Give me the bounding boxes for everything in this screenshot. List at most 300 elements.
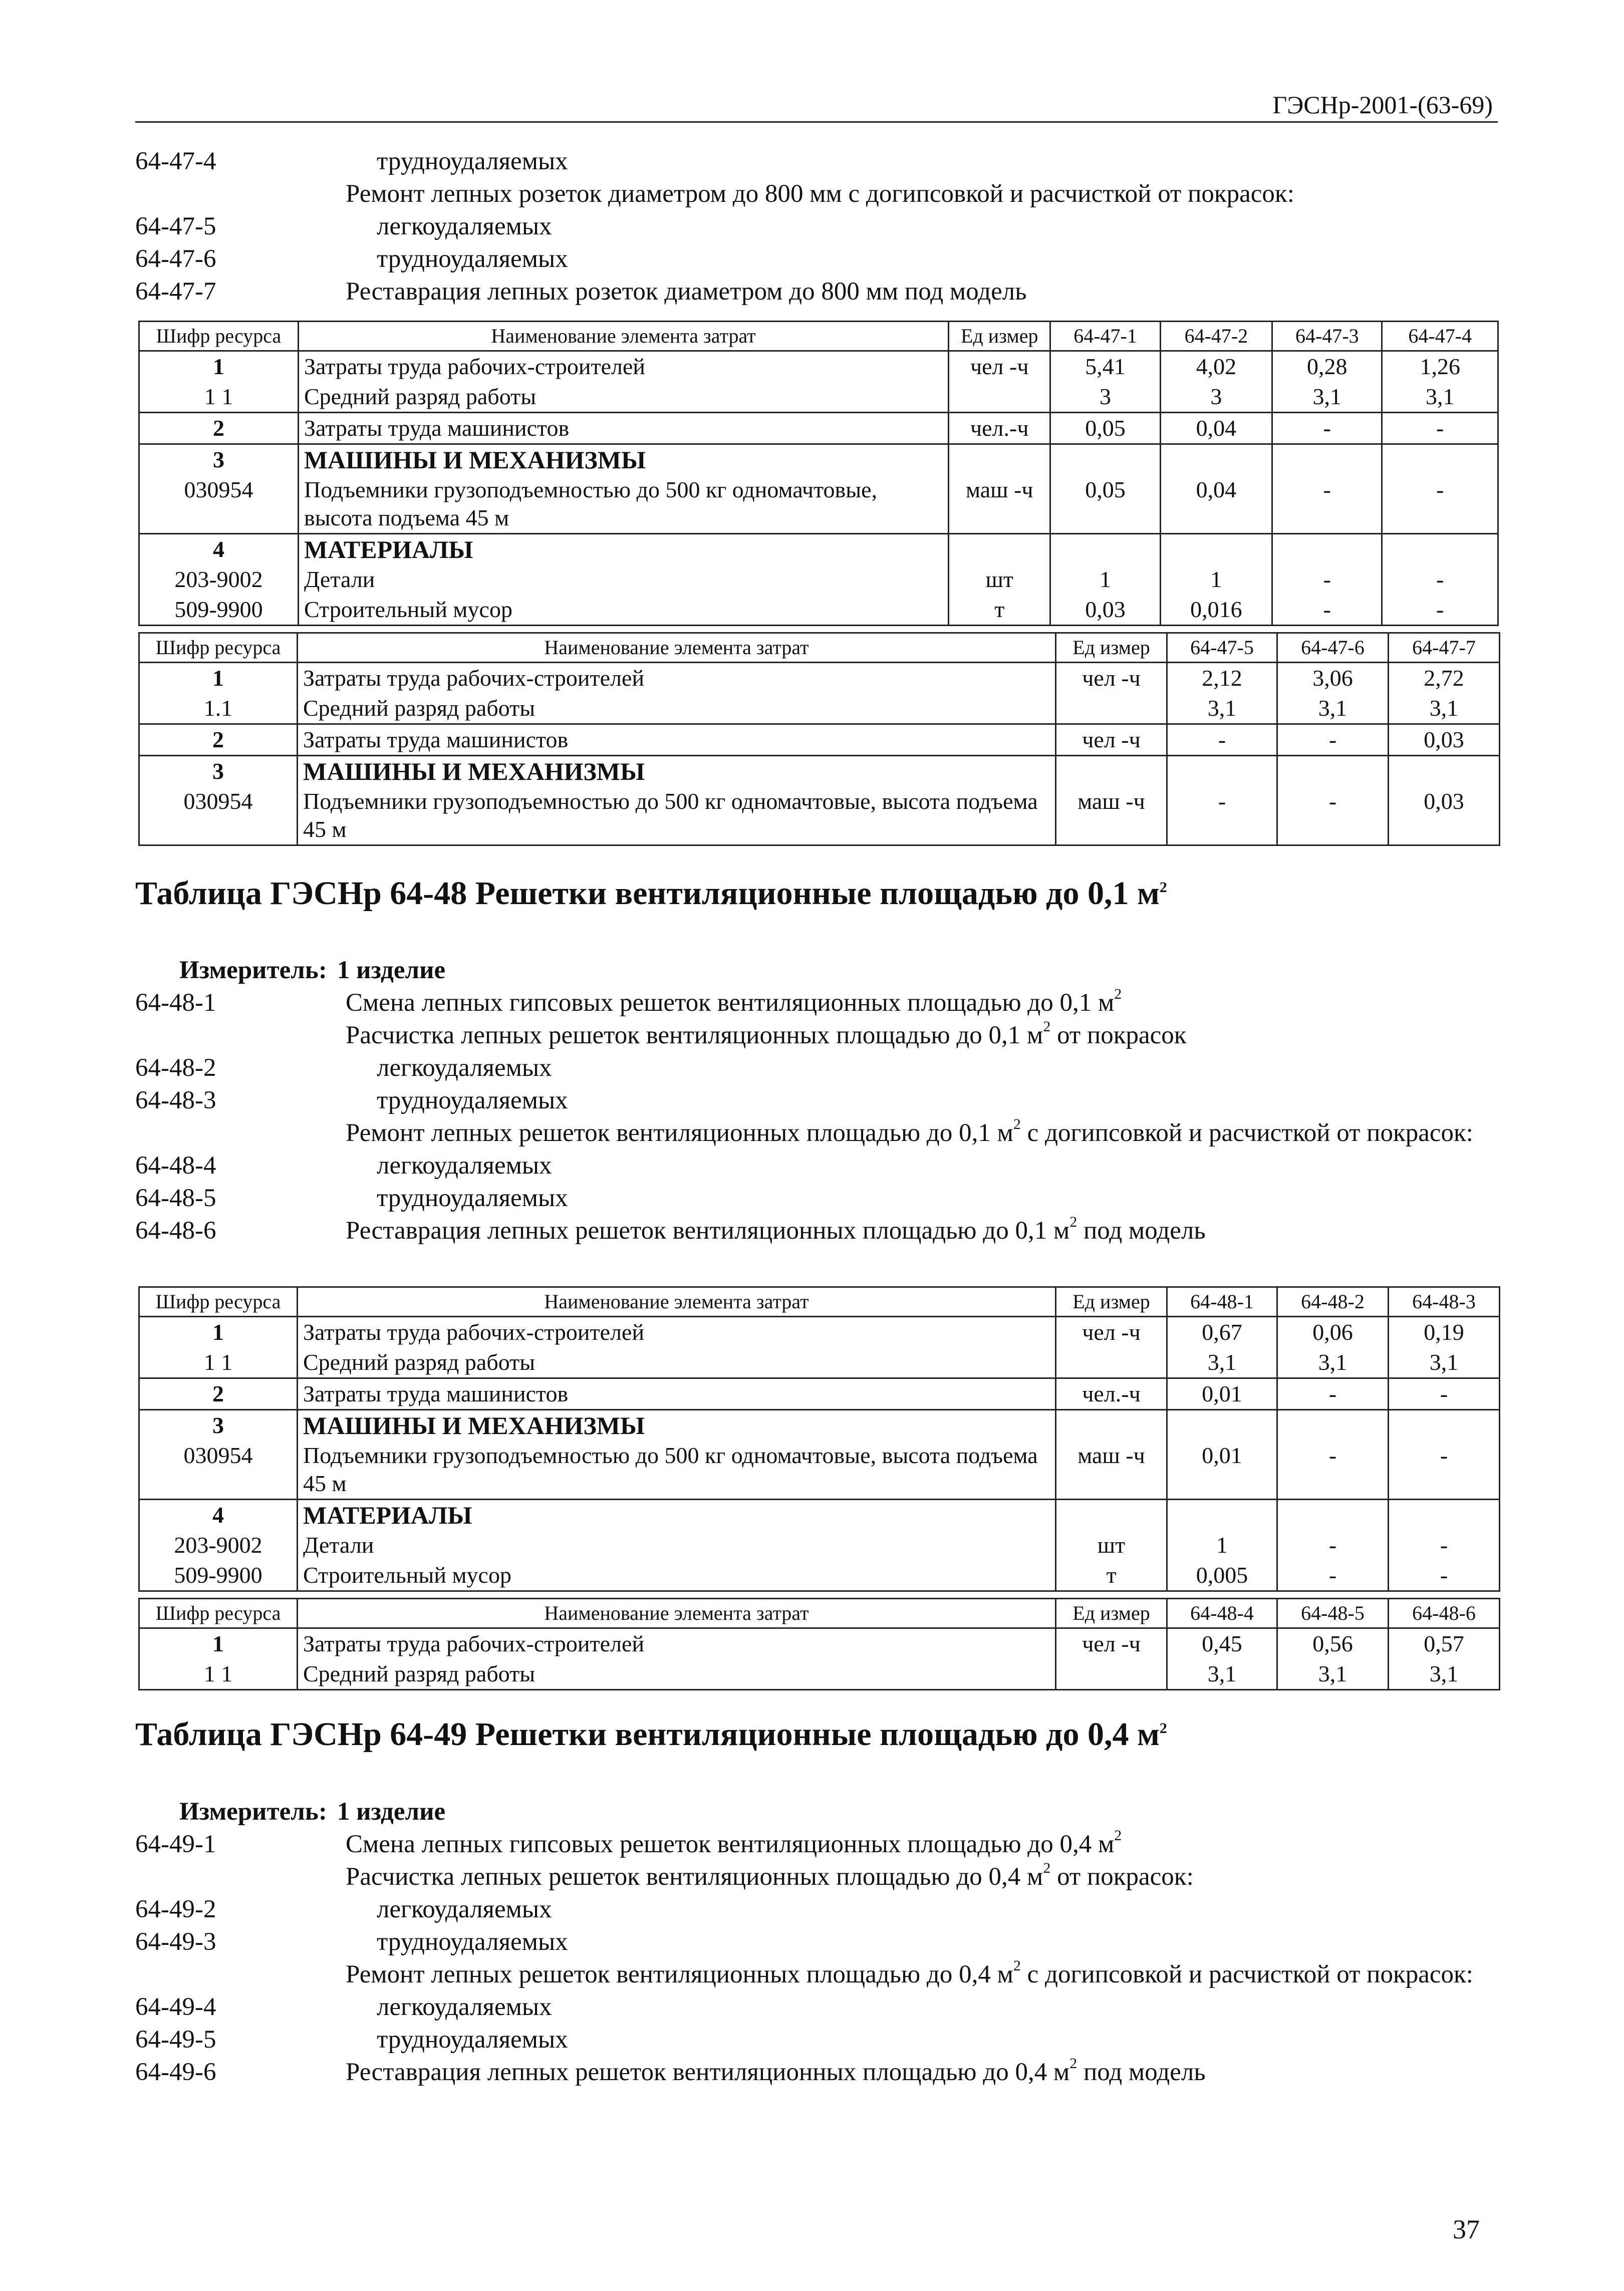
work-code: 64-48-2 <box>135 1054 216 1082</box>
resource-code-cell: 203-9002 <box>139 564 299 595</box>
cost-element-cell: Подъемники грузоподъемностью до 500 кг одномачтовые, высота подъема 45 м <box>298 786 1056 845</box>
value-cell: 3 <box>1160 382 1272 413</box>
unit-cell: чел -ч <box>949 351 1050 382</box>
table-row <box>139 1530 1500 1560</box>
value-cell: 3,1 <box>1277 693 1389 724</box>
resource-code-cell: 2 <box>139 1378 298 1410</box>
work-item <box>135 1893 1498 1926</box>
value-cell: 0,04 <box>1160 475 1272 534</box>
value-cell: 1,26 <box>1382 351 1498 382</box>
value-cell <box>1167 756 1277 787</box>
value-cell: 3,1 <box>1167 1347 1277 1378</box>
value-cell: 0,05 <box>1050 413 1160 444</box>
work-text: Расчистка лепных решеток вентиляционных площадью до 0,4 м <box>346 1863 1043 1891</box>
cost-element-cell: Подъемники грузоподъемностью до 500 кг одномачтовые, высота подъема 45 м <box>298 1441 1056 1500</box>
work-item <box>135 987 1498 1019</box>
unit-cell: чел -ч <box>1056 663 1167 694</box>
column-header: Шифр ресурса <box>139 322 299 351</box>
unit-superscript: 2 <box>1013 1957 1021 1974</box>
unit-cell: маш -ч <box>949 475 1050 534</box>
value-cell: - <box>1277 1441 1389 1500</box>
work-code: 64-47-5 <box>135 212 216 240</box>
table-row <box>139 564 1498 595</box>
value-cell: 3,1 <box>1382 382 1498 413</box>
table-row <box>139 1378 1500 1410</box>
resource-code-cell: 3 <box>139 1410 298 1441</box>
table-row <box>139 786 1500 845</box>
work-description <box>346 1214 1206 1245</box>
value-cell: 0,04 <box>1160 413 1272 444</box>
resource-code-cell: 2 <box>139 724 298 756</box>
work-code: 64-48-6 <box>135 1217 216 1245</box>
work-text: легкоудаляемых <box>377 212 552 240</box>
value-cell: 0,28 <box>1272 351 1382 382</box>
resource-code-cell: 2 <box>139 413 299 444</box>
resource-code-cell: 1 1 <box>139 382 299 413</box>
work-description <box>346 1827 1122 1858</box>
value-cell: 0,016 <box>1160 595 1272 626</box>
work-description <box>346 1860 1194 1891</box>
value-cell: 0,01 <box>1167 1378 1277 1410</box>
value-cell: 2,12 <box>1167 663 1277 694</box>
section-title-64-49: Таблица ГЭСНр 64-49 Решетки вентиляционные площадью до 0,4 $м^2$ <box>135 1716 1167 1753</box>
page-number: 37 <box>1453 2214 1480 2244</box>
table-row <box>139 382 1498 413</box>
resource-code-cell: 1 <box>139 1317 298 1348</box>
work-item <box>135 1084 1498 1117</box>
work-description <box>377 1086 568 1114</box>
column-header: 64-48-6 <box>1389 1599 1500 1628</box>
work-code: 64-49-5 <box>135 2026 216 2054</box>
table-row <box>139 534 1498 565</box>
column-header: Шифр ресурса <box>139 1287 298 1317</box>
measure-64-48 <box>135 954 1498 987</box>
table-row <box>139 1659 1500 1690</box>
work-code: 64-49-4 <box>135 1993 216 2021</box>
cost-element-cell: Строительный мусор <box>298 1560 1056 1591</box>
work-item <box>135 275 1498 308</box>
unit-superscript: 2 <box>1114 986 1122 1002</box>
value-cell: 3,1 <box>1277 1659 1389 1690</box>
table-row <box>139 413 1498 444</box>
column-header: 64-48-3 <box>1389 1287 1500 1317</box>
work-description <box>377 1184 568 1212</box>
column-header: 64-47-2 <box>1160 322 1272 351</box>
work-code: 64-48-3 <box>135 1086 216 1114</box>
value-cell: - <box>1389 1441 1500 1500</box>
unit-cell: чел.-ч <box>949 413 1050 444</box>
work-text-tail: под модель <box>1077 1217 1206 1245</box>
cost-element-cell: МАТЕРИАЛЫ <box>298 1500 1056 1531</box>
value-cell: - <box>1382 475 1498 534</box>
work-description <box>377 1895 552 1923</box>
value-cell <box>1277 756 1389 787</box>
table-row <box>139 1560 1500 1591</box>
work-code: 64-49-1 <box>135 1830 216 1858</box>
column-header: 64-48-4 <box>1167 1599 1277 1628</box>
page-header <box>135 86 1498 123</box>
value-cell: - <box>1382 564 1498 595</box>
column-header: Наименование элемента затрат <box>298 633 1056 663</box>
value-cell: 0,56 <box>1277 1628 1389 1659</box>
work-text: Ремонт лепных решеток вентиляционных площадью до 0,4 м <box>346 1960 1013 1988</box>
work-code: 64-48-5 <box>135 1184 216 1212</box>
column-header: Наименование элемента затрат <box>298 1599 1056 1628</box>
column-header: Ед измер <box>1056 1287 1167 1317</box>
work-text: легкоудаляемых <box>377 1054 552 1082</box>
work-item <box>135 243 1498 275</box>
unit-cell <box>949 534 1050 565</box>
work-description <box>377 1993 552 2021</box>
resource-code-cell: 509-9900 <box>139 595 299 626</box>
work-description <box>377 147 568 175</box>
value-cell: 3,1 <box>1277 1347 1389 1378</box>
unit-cell: чел.-ч <box>1056 1378 1167 1410</box>
work-description <box>346 2055 1206 2086</box>
cost-element-cell: Затраты труда рабочих-строителей <box>298 351 948 382</box>
value-cell <box>1160 534 1272 565</box>
unit-cell: т <box>1056 1560 1167 1591</box>
resource-code-cell: 4 <box>139 1500 298 1531</box>
cost-element-cell: Средний разряд работы <box>298 1347 1056 1378</box>
table-row <box>139 351 1498 382</box>
table-row <box>139 1317 1500 1348</box>
value-cell: - <box>1389 1530 1500 1560</box>
unit-cell <box>949 444 1050 475</box>
resource-table-64-47-5-7 <box>138 632 1500 846</box>
value-cell: - <box>1277 1560 1389 1591</box>
work-description <box>346 277 1027 306</box>
work-description <box>377 1054 552 1082</box>
value-cell: 0,57 <box>1389 1628 1500 1659</box>
table-row <box>139 1628 1500 1659</box>
column-header: 64-47-6 <box>1277 633 1389 663</box>
work-text: легкоудаляемых <box>377 1895 552 1923</box>
work-text: легкоудаляемых <box>377 1993 552 2021</box>
value-cell: 1 <box>1167 1530 1277 1560</box>
unit-cell: шт <box>1056 1530 1167 1560</box>
value-cell: - <box>1272 564 1382 595</box>
resource-code-cell: 1.1 <box>139 693 298 724</box>
unit-cell <box>1056 693 1167 724</box>
column-header: 64-47-3 <box>1272 322 1382 351</box>
work-description <box>377 245 568 273</box>
work-description <box>377 212 552 240</box>
work-text: Реставрация лепных розеток диаметром до 800 мм под модель <box>346 277 1027 306</box>
value-cell: 3,1 <box>1389 693 1500 724</box>
resource-code-cell: 030954 <box>139 1441 298 1500</box>
resource-code-cell: 4 <box>139 534 299 565</box>
value-cell: - <box>1272 413 1382 444</box>
work-text: Смена лепных гипсовых решеток вентиляционных площадью до 0,1 м <box>346 989 1115 1017</box>
section-title-64-48: Таблица ГЭСНр 64-48 Решетки вентиляционные площадью до 0,1 $м^2$ <box>135 875 1167 912</box>
work-description <box>377 1152 552 1180</box>
value-cell: - <box>1167 724 1277 756</box>
table-row <box>139 595 1498 626</box>
resource-table-64-48-4-6 <box>138 1598 1500 1690</box>
table-header-row <box>139 1287 1500 1317</box>
value-cell: 3,1 <box>1389 1659 1500 1690</box>
unit-superscript: 2 <box>1069 2055 1077 2072</box>
document-code: ГЭСНр-2001-(63-69) <box>1272 91 1493 119</box>
work-item <box>135 1117 1498 1150</box>
work-description <box>346 1957 1473 1988</box>
column-header: Наименование элемента затрат <box>298 322 948 351</box>
work-text: трудноудаляемых <box>377 1928 568 1956</box>
cost-element-cell: Затраты труда рабочих-строителей <box>298 1628 1056 1659</box>
cost-element-cell: Затраты труда рабочих-строителей <box>298 1317 1056 1348</box>
value-cell <box>1050 444 1160 475</box>
value-cell <box>1277 1410 1389 1441</box>
work-text: Расчистка лепных решеток вентиляционных площадью до 0,1 м <box>346 1021 1043 1049</box>
value-cell <box>1382 444 1498 475</box>
work-text: Ремонт лепных розеток диаметром до 800 мм с догипсовкой и расчисткой от покрасок: <box>346 180 1294 208</box>
resource-code-cell: 1 1 <box>139 1659 298 1690</box>
unit-cell: чел -ч <box>1056 1628 1167 1659</box>
value-cell: 0,03 <box>1050 595 1160 626</box>
table-row <box>139 1500 1500 1531</box>
table-row <box>139 475 1498 534</box>
cost-element-cell: Затраты труда машинистов <box>298 1378 1056 1410</box>
value-cell: - <box>1389 1560 1500 1591</box>
resource-code-cell: 030954 <box>139 786 298 845</box>
value-cell: 1 <box>1050 564 1160 595</box>
resource-code-cell: 1 <box>139 1628 298 1659</box>
table-row <box>139 724 1500 756</box>
value-cell: - <box>1382 413 1498 444</box>
cost-element-cell: МАТЕРИАЛЫ <box>298 534 948 565</box>
unit-superscript: 2 <box>1043 1018 1051 1035</box>
value-cell <box>1167 1500 1277 1531</box>
unit-superscript: 2 <box>1013 1116 1021 1132</box>
resource-code-cell: 3 <box>139 756 298 787</box>
work-description <box>346 1116 1473 1147</box>
value-cell: - <box>1277 1378 1389 1410</box>
value-cell <box>1050 534 1160 565</box>
resource-code-cell: 1 <box>139 663 298 694</box>
work-code: 64-49-3 <box>135 1928 216 1956</box>
resource-code-cell: 030954 <box>139 475 299 534</box>
value-cell: - <box>1277 786 1389 845</box>
cost-element-cell: Затраты труда машинистов <box>298 724 1056 756</box>
cost-element-cell: Детали <box>298 1530 1056 1560</box>
work-text: Реставрация лепных решеток вентиляционных площадью до 0,4 м <box>346 2058 1070 2086</box>
column-header: 64-48-5 <box>1277 1599 1389 1628</box>
work-description <box>346 986 1122 1017</box>
value-cell: 3,1 <box>1167 693 1277 724</box>
column-header: 64-48-1 <box>1167 1287 1277 1317</box>
work-text: легкоудаляемых <box>377 1152 552 1180</box>
cost-element-cell: Детали <box>298 564 948 595</box>
value-cell: 2,72 <box>1389 663 1500 694</box>
work-item <box>135 1991 1498 2024</box>
cost-element-cell: Затраты труда рабочих-строителей <box>298 663 1056 694</box>
column-header: Наименование элемента затрат <box>298 1287 1056 1317</box>
cost-element-cell: Строительный мусор <box>298 595 948 626</box>
value-cell: 0,01 <box>1167 1441 1277 1500</box>
value-cell: 3,1 <box>1272 382 1382 413</box>
unit-cell <box>1056 1659 1167 1690</box>
value-cell: 0,19 <box>1389 1317 1500 1348</box>
value-cell: 0,06 <box>1277 1317 1389 1348</box>
work-text: трудноудаляемых <box>377 1184 568 1212</box>
cost-element-cell: Затраты труда машинистов <box>298 413 948 444</box>
work-description <box>377 1928 568 1956</box>
column-header: 64-47-5 <box>1167 633 1277 663</box>
value-cell: - <box>1382 595 1498 626</box>
work-item <box>135 1019 1498 1052</box>
column-header: 64-47-7 <box>1389 633 1500 663</box>
unit-cell: чел -ч <box>1056 1317 1167 1348</box>
value-cell <box>1277 1500 1389 1531</box>
value-cell: 3 <box>1050 382 1160 413</box>
work-text: Ремонт лепных решеток вентиляционных площадью до 0,1 м <box>346 1119 1013 1147</box>
value-cell <box>1389 756 1500 787</box>
table-header-row <box>139 322 1498 351</box>
value-cell: 0,45 <box>1167 1628 1277 1659</box>
column-header: Ед измер <box>949 322 1050 351</box>
work-code: 64-48-1 <box>135 989 216 1017</box>
unit-cell <box>1056 1410 1167 1441</box>
measure-64-49 <box>135 1796 1498 1828</box>
value-cell <box>1272 444 1382 475</box>
unit-cell <box>949 382 1050 413</box>
value-cell: - <box>1277 724 1389 756</box>
value-cell: 4,02 <box>1160 351 1272 382</box>
table-header-row <box>139 1599 1500 1628</box>
value-cell: 0,67 <box>1167 1317 1277 1348</box>
work-text-tail: от покрасок <box>1050 1021 1187 1049</box>
table-row <box>139 663 1500 694</box>
cost-element-cell: МАШИНЫ И МЕХАНИЗМЫ <box>298 756 1056 787</box>
intro-work-list <box>135 145 1498 308</box>
column-header: Ед измер <box>1056 1599 1167 1628</box>
cost-element-cell: Средний разряд работы <box>298 1659 1056 1690</box>
measure-value: 1 изделие <box>337 1798 446 1826</box>
unit-cell: чел -ч <box>1056 724 1167 756</box>
table-row <box>139 1410 1500 1441</box>
work-item <box>135 210 1498 243</box>
work-description <box>346 180 1294 208</box>
table-row <box>139 1347 1500 1378</box>
value-cell: 0,05 <box>1050 475 1160 534</box>
table-header-row <box>139 633 1500 663</box>
unit-cell <box>1056 756 1167 787</box>
work-text: трудноудаляемых <box>377 245 568 273</box>
work-item <box>135 145 1498 178</box>
value-cell: 5,41 <box>1050 351 1160 382</box>
table-row <box>139 693 1500 724</box>
work-text: трудноудаляемых <box>377 1086 568 1114</box>
unit-cell <box>1056 1500 1167 1531</box>
resource-code-cell: 1 1 <box>139 1347 298 1378</box>
resource-code-cell: 509-9900 <box>139 1560 298 1591</box>
value-cell: - <box>1272 595 1382 626</box>
work-text: трудноудаляемых <box>377 2026 568 2054</box>
work-item <box>135 1958 1498 1991</box>
work-item <box>135 1861 1498 1893</box>
column-header: Шифр ресурса <box>139 633 298 663</box>
cost-element-cell: Средний разряд работы <box>298 382 948 413</box>
column-header: 64-48-2 <box>1277 1287 1389 1317</box>
unit-cell: шт <box>949 564 1050 595</box>
work-text-tail: с догипсовкой и расчисткой от покрасок: <box>1020 1960 1473 1988</box>
table-row <box>139 444 1498 475</box>
measure-label: Измеритель: <box>179 1798 327 1826</box>
work-text: трудноудаляемых <box>377 147 568 175</box>
work-item <box>135 1052 1498 1084</box>
work-item <box>135 178 1498 210</box>
column-header: 64-47-1 <box>1050 322 1160 351</box>
work-list-64-48 <box>135 987 1498 1247</box>
value-cell <box>1160 444 1272 475</box>
value-cell: 0,03 <box>1389 786 1500 845</box>
work-item <box>135 1926 1498 1958</box>
cost-element-cell: МАШИНЫ И МЕХАНИЗМЫ <box>298 1410 1056 1441</box>
value-cell: 1 <box>1160 564 1272 595</box>
cost-element-cell: Средний разряд работы <box>298 693 1056 724</box>
work-text: Реставрация лепных решеток вентиляционных площадью до 0,1 м <box>346 1217 1070 1245</box>
value-cell <box>1167 1410 1277 1441</box>
unit-superscript: 2 <box>1043 1860 1051 1876</box>
value-cell: - <box>1272 475 1382 534</box>
value-cell: 0,03 <box>1389 724 1500 756</box>
unit-cell: маш -ч <box>1056 786 1167 845</box>
value-cell <box>1389 1410 1500 1441</box>
value-cell <box>1382 534 1498 565</box>
value-cell: 0,005 <box>1167 1560 1277 1591</box>
work-code: 64-47-6 <box>135 245 216 273</box>
table-row <box>139 756 1500 787</box>
resource-code-cell: 203-9002 <box>139 1530 298 1560</box>
work-text-tail: под модель <box>1077 2058 1206 2086</box>
resource-table-64-48-1-3 <box>138 1286 1500 1592</box>
unit-superscript: 2 <box>1069 1214 1077 1230</box>
value-cell: 3,1 <box>1167 1659 1277 1690</box>
cost-element-cell: Подъемники грузоподъемностью до 500 кг одномачтовые, высота подъема 45 м <box>298 475 948 534</box>
work-item <box>135 2056 1498 2089</box>
resource-table-64-47-1-4 <box>138 321 1499 626</box>
work-description <box>346 1018 1187 1049</box>
resource-code-cell: 3 <box>139 444 299 475</box>
work-text-tail: от покрасок: <box>1050 1863 1194 1891</box>
resource-code-cell: 1 <box>139 351 299 382</box>
work-code: 64-47-4 <box>135 147 216 175</box>
table-row <box>139 1441 1500 1500</box>
work-description <box>377 2026 568 2054</box>
work-item <box>135 1150 1498 1182</box>
work-item <box>135 1182 1498 1215</box>
work-code: 64-49-2 <box>135 1895 216 1923</box>
value-cell: - <box>1389 1378 1500 1410</box>
work-item <box>135 2024 1498 2056</box>
unit-cell <box>1056 1347 1167 1378</box>
value-cell: 3,06 <box>1277 663 1389 694</box>
work-list-64-49 <box>135 1828 1498 2089</box>
column-header: Шифр ресурса <box>139 1599 298 1628</box>
column-header: 64-47-4 <box>1382 322 1498 351</box>
value-cell: - <box>1167 786 1277 845</box>
cost-element-cell: МАШИНЫ И МЕХАНИЗМЫ <box>298 444 948 475</box>
work-item <box>135 1828 1498 1861</box>
unit-cell: маш -ч <box>1056 1441 1167 1500</box>
work-item <box>135 1215 1498 1247</box>
value-cell <box>1389 1500 1500 1531</box>
work-text: Смена лепных гипсовых решеток вентиляционных площадью до 0,4 м <box>346 1830 1115 1858</box>
measure-value: 1 изделие <box>337 956 446 984</box>
work-code: 64-48-4 <box>135 1152 216 1180</box>
work-code: 64-47-7 <box>135 277 216 306</box>
